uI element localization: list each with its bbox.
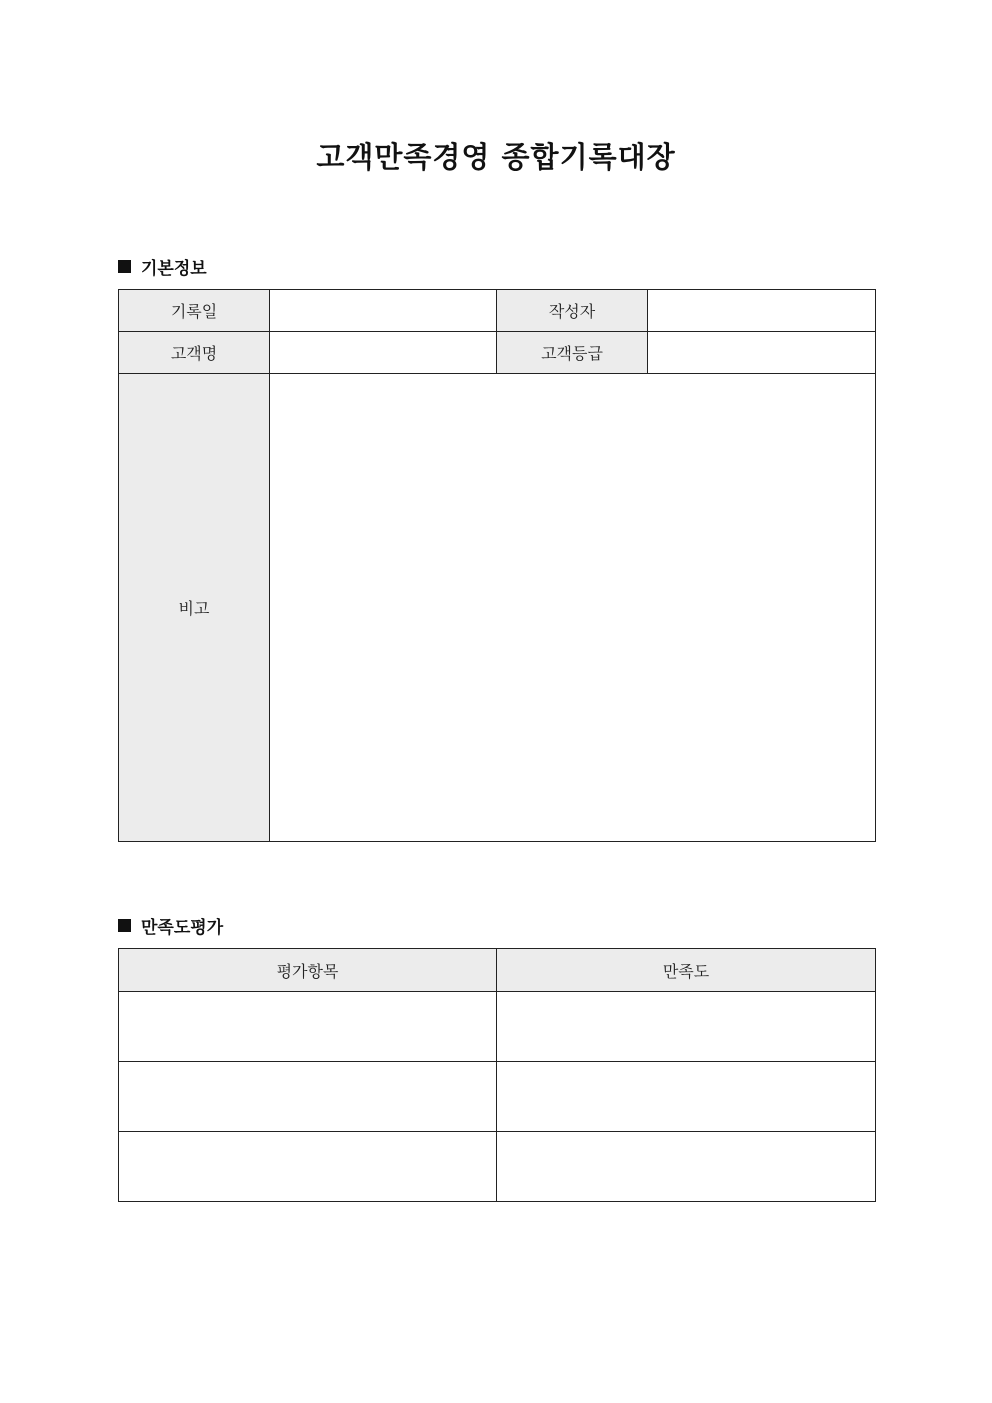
column-header-satisfaction: 만족도: [497, 949, 876, 992]
record-date-label: 기록일: [119, 290, 270, 332]
section-heading-basic-info: [118, 254, 207, 279]
section-heading-satisfaction: [118, 913, 223, 938]
customer-grade-label: 고객등급: [497, 332, 648, 374]
record-date-field[interactable]: [270, 290, 497, 332]
customer-name-label: 고객명: [119, 332, 270, 374]
evaluation-item-cell[interactable]: [119, 992, 497, 1062]
square-bullet-icon: [118, 919, 131, 932]
satisfaction-table: [118, 948, 876, 1202]
evaluation-item-cell[interactable]: [119, 1062, 497, 1132]
customer-grade-field[interactable]: [648, 332, 876, 374]
remarks-label: 비고: [119, 374, 270, 842]
page-title: 고객만족경영 종합기록대장: [316, 140, 676, 174]
section-heading-label: 기본정보: [141, 259, 207, 279]
table-row: [119, 1062, 876, 1132]
table-row: [119, 332, 876, 374]
table-row: [119, 1132, 876, 1202]
satisfaction-cell[interactable]: [497, 1132, 876, 1202]
satisfaction-cell[interactable]: [497, 1062, 876, 1132]
customer-name-field[interactable]: [270, 332, 497, 374]
evaluation-item-cell[interactable]: [119, 1132, 497, 1202]
table-row: [119, 992, 876, 1062]
section-heading-label: 만족도평가: [141, 918, 224, 938]
basic-info-table: [118, 289, 876, 842]
table-header-row: [119, 949, 876, 992]
writer-label: 작성자: [497, 290, 648, 332]
table-row: [119, 290, 876, 332]
remarks-field[interactable]: [270, 374, 876, 842]
square-bullet-icon: [118, 260, 131, 273]
column-header-item: 평가항목: [119, 949, 497, 992]
satisfaction-cell[interactable]: [497, 992, 876, 1062]
writer-field[interactable]: [648, 290, 876, 332]
table-row: [119, 374, 876, 842]
